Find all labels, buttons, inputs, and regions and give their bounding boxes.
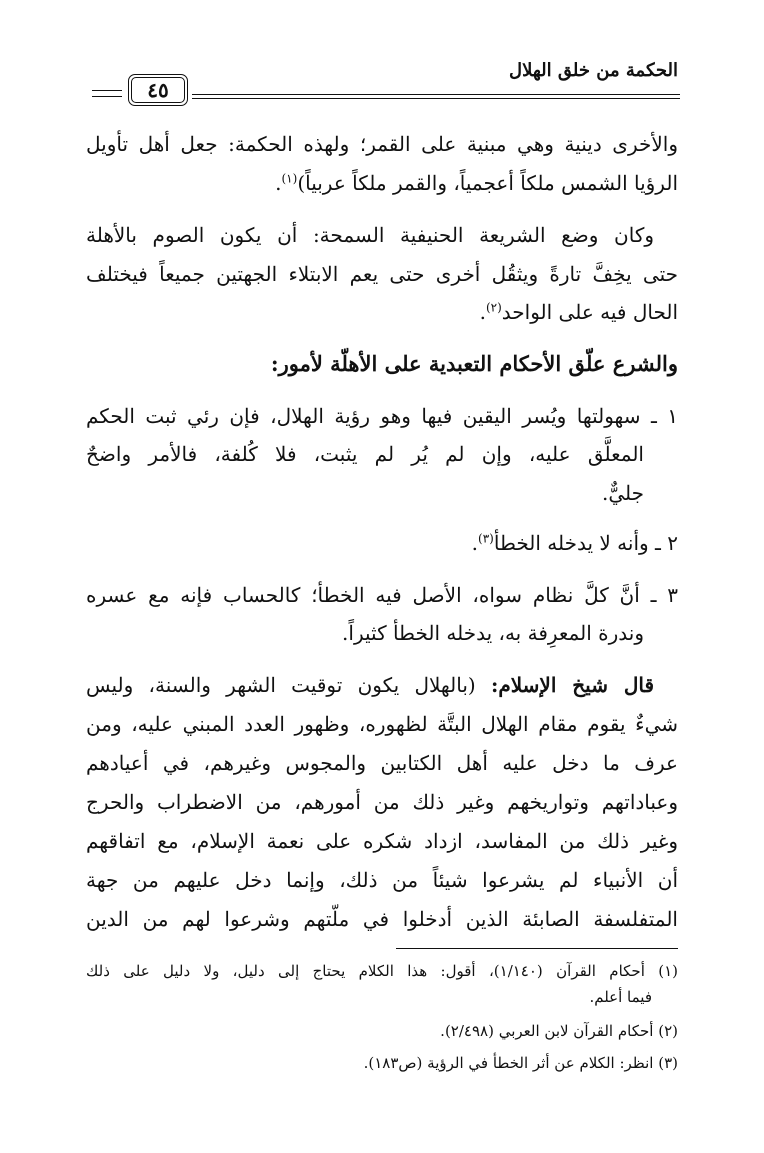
paragraph-line: وغير ذلك من المفاسد، ازداد شكره على نعمة الإسلام، مع اتفاقهم <box>86 829 678 853</box>
list-item-line: وندرة المعرِفة به، يدخله الخطأ كثيراً. <box>342 621 644 645</box>
list-item-line: جليٌّ. <box>601 481 644 505</box>
paragraph-line: والأخرى دينية وهي مبنية على القمر؛ ولهذه الحكمة: جعل أهل تأويل <box>86 132 678 156</box>
text-run: الحال فيه على الواحد <box>501 300 678 324</box>
text-run: . <box>275 171 282 195</box>
footnote-ref: (٢) <box>485 300 502 315</box>
list-item-line: ١ ـ سهولتها ويُسر اليقين فيها وهو رؤية الهلال، فإن رئي ثبت الحكم <box>86 404 678 428</box>
footnote-line: (٣) انظر: الكلام عن أثر الخطأ في الرؤية (ص١٨٣). <box>363 1054 678 1072</box>
header-rule-left-double <box>92 96 122 97</box>
paragraph-line <box>86 671 654 699</box>
paragraph-line <box>480 298 678 326</box>
text-run: . <box>471 531 479 555</box>
footnote-line: (١) أحكام القرآن (١/١٤٠)، أقول: هذا الكلام يحتاج إلى دليل، ولا دليل على ذلك <box>86 962 678 980</box>
section-heading: والشرع علّق الأحكام التعبدية على الأهلّة لأمور: <box>270 351 678 376</box>
paragraph-line: المتفلسفة الصابئة الذين أدخلوا في ملّتهم وشرعوا لهم من الدين <box>86 907 678 931</box>
footnote-line: (٢) أحكام القرآن لابن العربي (٢/٤٩٨). <box>440 1022 678 1040</box>
text-run: (بالهلال يكون توقيت الشهر والسنة، وليس <box>86 673 491 697</box>
list-item-line <box>472 529 678 557</box>
page-number-frame <box>128 74 188 106</box>
paragraph-line: حتى يخِفَّ تارةً ويثقُل أخرى حتى يعم الابتلاء الجهتين جميعاً فيختلف <box>86 262 679 286</box>
list-item-line: ٣ ـ أنَّ كلَّ نظام سواه، الأصل فيه الخطأ؛ كالحساب فإنه مع عسره <box>86 583 678 607</box>
paragraph-line <box>275 169 678 197</box>
paragraph-line: شيءٌ يقوم مقام الهلال البتَّة لظهوره، وظهور العدد المبني عليه، ومن <box>86 712 678 736</box>
header-rule-double <box>192 98 680 99</box>
footnote-separator <box>396 948 678 949</box>
header-rule <box>192 94 680 95</box>
paragraph-line: عرف ما دخل عليه أهل الكتابين والمجوس وغيرهم، في أعيادهم <box>86 751 678 775</box>
page-number: ٤٥ <box>131 77 185 103</box>
list-item-line: المعلَّق عليه، وإن لم يُر لم يثبت، فلا كُلفة، فالأمر واضحٌ <box>86 442 644 466</box>
footnote-ref: (٣) <box>478 531 494 546</box>
running-header-title: الحكمة من خلق الهلال <box>509 60 678 81</box>
footnote-ref: (١) <box>281 171 298 186</box>
paragraph-line: أن الأنبياء لم يشرعوا شيئاً من ذلك، وإنما دخل عليهم من جهة <box>86 868 678 892</box>
paragraph-line: وعباداتهم وتواريخهم وغير ذلك من أمورهم، من الاضطراب والحرج <box>86 790 678 814</box>
paragraph-line: وكان وضع الشريعة الحنيفية السمحة: أن يكون الصوم بالأهلة <box>86 223 654 247</box>
text-run: الرؤيا الشمس ملكاً أعجمياً، والقمر ملكاً عربياً) <box>297 171 678 195</box>
footnote-line: فيما أعلم. <box>589 988 652 1006</box>
text-run: . <box>479 300 486 324</box>
text-run: ٢ ـ وأنه لا يدخله الخطأ <box>493 531 678 555</box>
quote-lead: قال شيخ الإسلام: <box>490 673 655 697</box>
header-rule-left <box>92 90 122 91</box>
